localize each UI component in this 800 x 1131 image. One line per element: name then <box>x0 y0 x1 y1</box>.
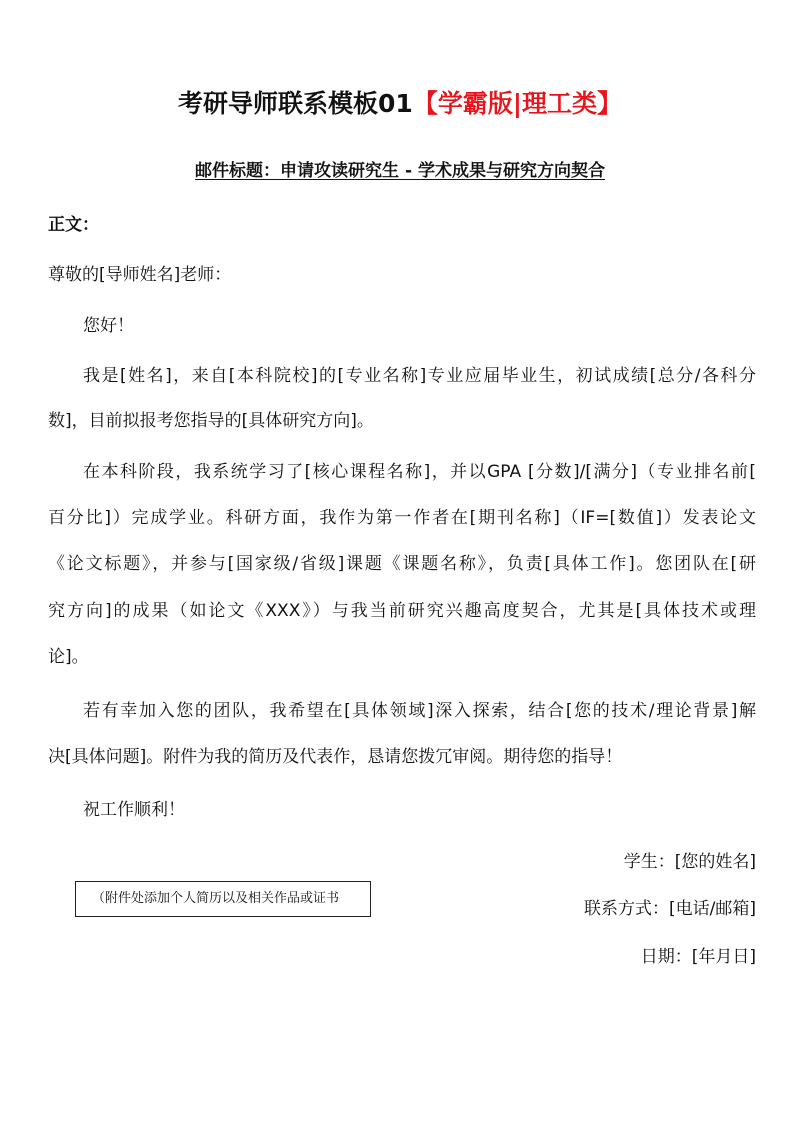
signature-date: 日期：[年月日] <box>640 947 756 967</box>
paragraph1-line: 数]，目前拟报考您指导的[具体研究方向]。 <box>48 411 374 431</box>
paragraph2-line: 论]。 <box>48 647 89 667</box>
paragraph2-line: 百分比]）完成学业。科研方面，我作为第一作者在[期刊名称]（IF=[数值]）发表论文 <box>48 508 756 528</box>
paragraph3-line: 若有幸加入您的团队，我希望在[具体领域]深入探索，结合[您的技术/理论背景]解 <box>83 701 756 721</box>
email-subject-text: 邮件标题：申请攻读研究生 - 学术成果与研究方向契合 <box>195 161 605 181</box>
body-label: 正文： <box>48 215 99 235</box>
signature-student: 学生：[您的姓名] <box>623 852 756 872</box>
title-highlight: 【学霸版|理工类】 <box>412 89 622 118</box>
document-title <box>0 86 800 122</box>
closing: 祝工作顺利！ <box>83 800 185 820</box>
paragraph2-line: 在本科阶段，我系统学习了[核心课程名称]，并以GPA [分数]/[满分]（专业排名前[ <box>83 462 756 482</box>
greeting: 您好！ <box>83 316 134 336</box>
title-main: 考研导师联系模板01 <box>178 89 413 118</box>
signature-contact: 联系方式：[电话/邮箱] <box>584 899 756 919</box>
paragraph2-line: 《论文标题》，并参与[国家级/省级]课题《课题名称》，负责[具体工作]。您团队在[研 <box>48 554 756 574</box>
email-subject <box>0 158 800 184</box>
paragraph1-line: 我是[姓名]，来自[本科院校]的[专业名称]专业应届毕业生，初试成绩[总分/各科分 <box>83 366 756 386</box>
attachment-note-box <box>75 881 371 917</box>
attachment-note: （附件处添加个人简历以及相关作品或证书 <box>92 891 340 906</box>
salutation: 尊敬的[导师姓名]老师： <box>48 265 232 285</box>
paragraph2-line: 究方向]的成果（如论文《XXX》）与我当前研究兴趣高度契合，尤其是[具体技术或理 <box>48 601 756 621</box>
paragraph3-line: 决[具体问题]。附件为我的简历及代表作，恳请您拨冗审阅。期待您的指导！ <box>48 747 623 767</box>
